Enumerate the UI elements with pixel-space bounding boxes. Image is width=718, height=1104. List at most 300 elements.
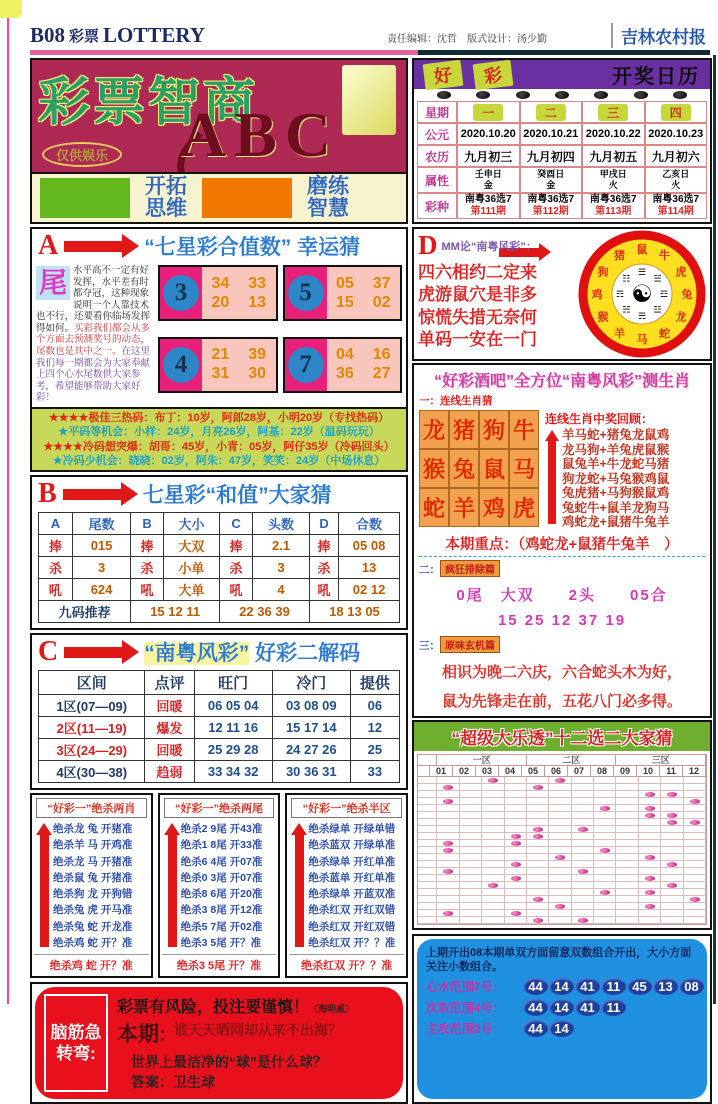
attr-cell: 乙亥日 火 [645, 167, 708, 193]
lotto-cell [505, 903, 527, 910]
weekday-pill: 四 [661, 104, 691, 121]
lotto-cell [616, 826, 638, 833]
binder-hole-icon [594, 91, 608, 99]
tail-values [327, 339, 401, 391]
lotto-cell [616, 777, 638, 784]
lotto-cell [482, 784, 504, 791]
zodiac-grid-cell: 猴 [419, 449, 449, 488]
table-footer-row [39, 601, 400, 623]
review-body [545, 428, 705, 530]
tail-value: 37 [373, 275, 391, 293]
row-label: 杀 [220, 557, 253, 579]
lotto-cell [594, 910, 616, 917]
lotto-cell [460, 805, 482, 812]
lotto-cell [572, 875, 594, 882]
page-header [30, 18, 706, 48]
section-c-title [144, 637, 360, 667]
lotto-cell [505, 854, 527, 861]
lotto-cell [437, 847, 459, 854]
newspaper-name: 吉林农村报 [611, 23, 706, 48]
tail-value: 05 [336, 275, 354, 293]
lotto-cell [616, 875, 638, 882]
footer-value: 18 13 05 [309, 601, 399, 623]
lotto-cell [684, 903, 706, 910]
zone-range: 4区(30—38) [39, 761, 145, 783]
lotto-cell [639, 791, 661, 798]
calendar-tag-1: 好 [423, 59, 464, 89]
cell-value: 13 [339, 557, 400, 579]
number-bubble: 44 [523, 978, 548, 995]
lotto-cell [527, 791, 549, 798]
col-header: C [220, 513, 253, 535]
tail-number: 3 [163, 275, 199, 311]
lotto-cell [549, 777, 571, 784]
zone-cold: 15 17 14 [272, 717, 350, 739]
svg-text:牛: 牛 [659, 248, 670, 262]
dashed-divider [419, 556, 705, 557]
lotto-cell [482, 791, 504, 798]
kill-line: 绝杀3 8尾 开12准 [181, 902, 277, 918]
tail-number-cell [160, 267, 202, 319]
row-label: 捧 [220, 535, 253, 557]
calendar-row-label: 彩种 [417, 193, 457, 219]
zodiac-poem [418, 262, 578, 352]
right-edge-rule [713, 55, 716, 1004]
kill-column-title: “好彩一”绝杀半区 [291, 798, 402, 818]
slogan-2: 磨练智慧 [302, 176, 354, 220]
lotto-cell [527, 826, 549, 833]
lotto-cell [616, 840, 638, 847]
lotto-cell [572, 910, 594, 917]
kill-line: 绝杀红双 开红双错 [308, 902, 404, 918]
gold-block-decoration [342, 65, 396, 135]
lotto-cell [572, 777, 594, 784]
svg-text:虎: 虎 [675, 265, 686, 279]
lotto-cell [616, 791, 638, 798]
kill-line: 绝杀绿单 开蓝双准 [308, 886, 404, 902]
cell-value: 3 [72, 557, 130, 579]
advice-box-wrap [412, 934, 712, 1104]
lotto-cell [684, 826, 706, 833]
lotto-cell [572, 798, 594, 805]
footer-value: 22 36 39 [220, 601, 310, 623]
lotto-cell [594, 784, 616, 791]
lotto-cell [639, 903, 661, 910]
kill-line: 绝杀8 6尾 开20准 [181, 886, 277, 902]
right-arrow-icon [64, 241, 122, 252]
svg-text:鼠: 鼠 [637, 242, 648, 256]
section-c-title-row [32, 635, 406, 669]
lotto-cell [482, 861, 504, 868]
attr-cell: 癸酉日 金 [520, 167, 583, 193]
lotto-cell [661, 861, 683, 868]
poem-line: 单码一安在一门 [418, 329, 578, 351]
lotto-cell [527, 784, 549, 791]
kill-line: 绝杀龙 兔 开猪准 [53, 821, 149, 837]
poem-line: 虎游鼠穴是非多 [418, 284, 578, 306]
lotto-row [418, 833, 706, 840]
calendar-row-label: 属性 [417, 167, 457, 193]
up-arrow-icon [291, 823, 308, 947]
col-header: B [131, 513, 164, 535]
entertainment-only-badge: 仅供娱乐 [42, 142, 122, 167]
lotto-mark-dot [645, 813, 655, 818]
lotto-cell [437, 868, 459, 875]
star-rating-line [36, 454, 402, 468]
lotto-cell [482, 819, 504, 826]
zone-cold: 24 27 26 [272, 739, 350, 761]
zone-range: 2区(11—19) [39, 717, 145, 739]
lotto-cell [527, 840, 549, 847]
lotto-row [418, 847, 706, 854]
lotto-cell [505, 798, 527, 805]
lotto-cell [661, 819, 683, 826]
section-name-en: LOTTERY [103, 23, 205, 48]
section-a-letter: A [38, 232, 58, 260]
lotto-row [418, 917, 706, 924]
lotto-row [418, 840, 706, 847]
orange-block-decoration [202, 178, 292, 218]
lotto-cell [549, 819, 571, 826]
lottery-cell: 南粤36选7 第113期 [582, 193, 645, 219]
col-header: 冷门 [272, 671, 350, 695]
svg-text:马: 马 [637, 332, 648, 346]
kill-line: 绝杀6 4尾 开07准 [181, 854, 277, 870]
lotto-cell [482, 812, 504, 819]
lotto-cell [616, 868, 638, 875]
section-d [412, 227, 712, 361]
right-arrow-icon [64, 647, 122, 658]
kill-column-title: “好彩一”绝杀两尾 [164, 798, 275, 818]
lotto-cell [684, 791, 706, 798]
lotto-cell [482, 868, 504, 875]
lotto-cell [482, 826, 504, 833]
zodiac-grid-cell: 牛 [509, 410, 539, 449]
zodiac-grid-cell: 蛇 [419, 488, 449, 527]
lotto-mark-dot [690, 799, 700, 804]
lotto-cell [549, 812, 571, 819]
svg-text:兔: 兔 [682, 287, 693, 301]
zone-hot: 25 29 28 [194, 739, 272, 761]
svg-text:☯: ☯ [631, 281, 653, 308]
lotto-row [418, 819, 706, 826]
number-bubble: 13 [653, 978, 678, 995]
footer-value: 15 12 11 [131, 601, 220, 623]
lotto-cell [505, 917, 527, 924]
lotto-cell [482, 889, 504, 896]
kill-column-footer: 绝杀3 5尾 开？准 [162, 954, 277, 973]
section-a-body [32, 263, 406, 407]
intro-text-2: 买彩我们都会从多个方面去预测奖号的动态，尾数也是其中之一。 [36, 323, 150, 357]
lotto-cell [684, 784, 706, 791]
lotto-cell [661, 847, 683, 854]
lotto-row [418, 791, 706, 798]
tail-values [327, 267, 401, 319]
lotto-cell [527, 798, 549, 805]
tail-value: 16 [373, 346, 391, 364]
zodiac-grid-cell: 马 [509, 449, 539, 488]
up-arrow-icon [36, 823, 53, 947]
lotto-row [418, 854, 706, 861]
lotto-cell [594, 889, 616, 896]
lotto-cell [661, 805, 683, 812]
calendar-title-bar [414, 60, 710, 89]
weekday-cell [582, 101, 645, 123]
lotto-cell [616, 847, 638, 854]
number-bubble: 08 [679, 978, 704, 995]
table-row [39, 761, 400, 783]
lotto-mark-dot [511, 862, 521, 867]
lotto-cell [482, 847, 504, 854]
table-row [39, 535, 400, 557]
lotto-cell [527, 861, 549, 868]
kill-column-footer: 绝杀鸡 蛇 开？准 [34, 954, 149, 973]
lotto-cell [661, 896, 683, 903]
zone-hot: 12 11 16 [194, 717, 272, 739]
lotto-cell [572, 854, 594, 861]
lotto-cell [639, 798, 661, 805]
lotto-cell [482, 882, 504, 889]
lotto-cell [460, 882, 482, 889]
svg-text:鸡: 鸡 [591, 287, 603, 301]
lotto-row [418, 882, 706, 889]
exclude-line-2: 15 25 12 37 19 [419, 612, 705, 629]
star-line-text: 冷码想突爆：胡哥：45岁，小青：05岁，阿仔35岁（冷码回头） [83, 440, 395, 454]
lotto-cell [661, 868, 683, 875]
lotto-cell [661, 784, 683, 791]
kill-line: 绝杀蓝单 开红单准 [308, 870, 404, 886]
binder-hole-icon [437, 91, 451, 99]
binder-hole-icon [673, 91, 687, 99]
lucky-tail-boxes [158, 265, 402, 404]
zodiac-wheel-icon [578, 230, 706, 358]
up-arrow-icon [164, 823, 181, 947]
section-b-title-row [32, 477, 406, 511]
lotto-cell [594, 826, 616, 833]
row-label: 捧 [309, 535, 338, 557]
lotto-cell [661, 903, 683, 910]
col-number: 07 [568, 766, 591, 777]
lotto-cell [639, 875, 661, 882]
lotto-cell [437, 917, 459, 924]
lotto-cell [505, 910, 527, 917]
row-label: 捧 [131, 535, 164, 557]
lotto-cell [437, 791, 459, 798]
lotto-cell [482, 854, 504, 861]
lotto-cell [437, 805, 459, 812]
lotto-cell [661, 798, 683, 805]
lotto-cell [616, 798, 638, 805]
lotto-cell [505, 833, 527, 840]
svg-text:☱: ☱ [654, 273, 662, 283]
lotto-cell [594, 819, 616, 826]
review-line: 兔蛇牛+鼠羊龙狗马 [562, 501, 705, 516]
mystery-line-2: 鼠为先锋走在前，五花八门必多得。 [419, 690, 705, 711]
lotto-mark-dot [533, 897, 543, 902]
binder-hole-icon [634, 91, 648, 99]
kill-line: 绝杀蓝双 开绿单准 [308, 837, 404, 853]
lotto-cell [684, 819, 706, 826]
tail-number-cell [285, 267, 327, 319]
lotto-mark-dot [645, 806, 655, 811]
col-corner [418, 766, 430, 777]
masthead-banner [32, 60, 406, 172]
masthead-title: 彩票智商 [38, 60, 258, 135]
lotto-cell [549, 805, 571, 812]
lotto-cell [460, 784, 482, 791]
lotto-cell [505, 812, 527, 819]
col-header: A [39, 513, 73, 535]
row-label: 吼 [131, 579, 164, 601]
lotto-cell [684, 798, 706, 805]
lotto-zone-header [418, 755, 706, 766]
lotto-cell [549, 791, 571, 798]
lotto-mark-dot [488, 883, 498, 888]
star-line-text: 极佳三热码：布丁：10岁，阿郎28岁，小明20岁（专找热码） [88, 411, 389, 425]
lotto-mark-dot [690, 820, 700, 825]
kill-line: 绝杀鸡 蛇 开？准 [53, 935, 149, 951]
lotto-cell [639, 819, 661, 826]
tail-values [202, 267, 276, 319]
lotto-cell [482, 910, 504, 917]
lotto-cell [505, 784, 527, 791]
weekday-pill: 二 [536, 104, 566, 121]
zone-comment: 回暖 [145, 739, 194, 761]
lotto-mark-dot [690, 897, 700, 902]
number-bubbles [523, 1020, 575, 1037]
lotto-row [418, 875, 706, 882]
binder-hole-icon [476, 91, 490, 99]
lotto-cell [437, 861, 459, 868]
lotto-mark-dot [533, 834, 543, 839]
lotto-cell [594, 791, 616, 798]
lotto-cell [437, 903, 459, 910]
lotto-cell [684, 875, 706, 882]
lotto-cell [527, 847, 549, 854]
kill-columns [30, 793, 408, 978]
binder-hole-icon [516, 91, 530, 99]
lotto-mark-dot [645, 904, 655, 909]
section-d-left [418, 232, 578, 356]
zone-range: 3区(24—29) [39, 739, 145, 761]
lotto-cell [639, 784, 661, 791]
lotto-cell [594, 917, 616, 924]
star-line-text: 冷码少机会：晓晓：02岁，阿朱：47岁，笑笑：24岁（中场休息） [63, 454, 386, 468]
zone-comment: 爆发 [145, 717, 194, 739]
zodiac-grid-cell: 龙 [419, 410, 449, 449]
row-label: 杀 [39, 557, 73, 579]
lotto-cell [594, 805, 616, 812]
lotto-cell [549, 882, 571, 889]
cell-value: 05 08 [339, 535, 400, 557]
number-bubble: 11 [601, 978, 626, 995]
lotto-row [418, 826, 706, 833]
lotto-cell [572, 819, 594, 826]
star-line-text: 平码等机会：小样：24岁，月亮26岁，阿基：22岁（温码玩玩） [68, 425, 380, 439]
number-bubble: 14 [549, 1020, 574, 1037]
section-c-title-highlight: “南粤风彩” [144, 642, 249, 665]
lotto-cell [460, 889, 482, 896]
lotto-cell [639, 910, 661, 917]
lotto-mark-dot [600, 848, 610, 853]
review-block [545, 410, 705, 530]
col-number: 10 [637, 766, 660, 777]
kill-line: 绝杀绿单 开红单准 [308, 854, 404, 870]
lotto-cell [572, 805, 594, 812]
lotto-cell [684, 889, 706, 896]
sub-section-3-chip: 原味玄机篇 [440, 636, 500, 653]
weekday-cell [520, 101, 583, 123]
right-arrow-icon [63, 489, 121, 500]
lotto-mark-dot [667, 792, 677, 797]
kill-lines [53, 821, 149, 951]
exclude-line-1: 0尾 大双 2头 05合 [419, 584, 705, 605]
lotto-cell [572, 917, 594, 924]
lotto-cell [549, 910, 571, 917]
lotto-cell [549, 875, 571, 882]
lotto-cell [549, 868, 571, 875]
lucky-tail-box [283, 337, 403, 393]
star-icons: ★★★★ [49, 411, 88, 425]
intro-text-1: 水平高不一定有好发挥，水平差有时都夺冠，这种现象说明一个人靠技术也不行，还要看你临场发挥得如何。 [36, 265, 150, 334]
cell-value: 015 [72, 535, 130, 557]
lotto-cell [482, 875, 504, 882]
tail-value: 31 [211, 365, 229, 383]
zodiac-grid-cell: 兔 [449, 449, 479, 488]
lotto-cell [639, 868, 661, 875]
review-lines [562, 428, 705, 530]
lotto-cell [527, 903, 549, 910]
lotto-cell [527, 812, 549, 819]
lotto-mark-dot [645, 792, 655, 797]
lotto-cell [549, 854, 571, 861]
lotto-cell [505, 861, 527, 868]
lotto-cell [572, 903, 594, 910]
lotto-col-header [418, 766, 706, 777]
page-body [30, 58, 712, 1104]
lotto-cell [460, 903, 482, 910]
date-cell: 2020.10.21 [520, 123, 583, 145]
tail-number-cell [285, 339, 327, 391]
weekday-pill: 三 [598, 104, 628, 121]
advice-box [417, 939, 707, 1100]
lotto-row [418, 798, 706, 805]
lotto-mark-dot [600, 890, 610, 895]
section-b-title: 七星彩“和值”大家猜 [143, 479, 332, 509]
lotto-cell [684, 882, 706, 889]
zone-decode-table [38, 670, 400, 783]
poem-line: 四六相约二定来 [418, 262, 578, 284]
svg-text:☳: ☳ [654, 305, 662, 315]
row-label: 捧 [39, 535, 73, 557]
lotto-mark-dot [533, 785, 543, 790]
lotto-mark-dot [578, 918, 588, 923]
lotto-cell [594, 812, 616, 819]
kill-column-title: “好彩一”绝杀两肖 [36, 798, 147, 818]
lotto-cell [661, 812, 683, 819]
lotto-cell [549, 889, 571, 896]
lotto-row [418, 910, 706, 917]
lotto-cell [639, 847, 661, 854]
col-header: 大小 [163, 513, 219, 535]
lotto-cell [639, 812, 661, 819]
lotto-cell [639, 805, 661, 812]
draw-calendar [412, 58, 712, 224]
lotto-cell [684, 840, 706, 847]
lotto-cell [572, 812, 594, 819]
col-number: 11 [660, 766, 683, 777]
green-block-decoration [40, 178, 130, 218]
